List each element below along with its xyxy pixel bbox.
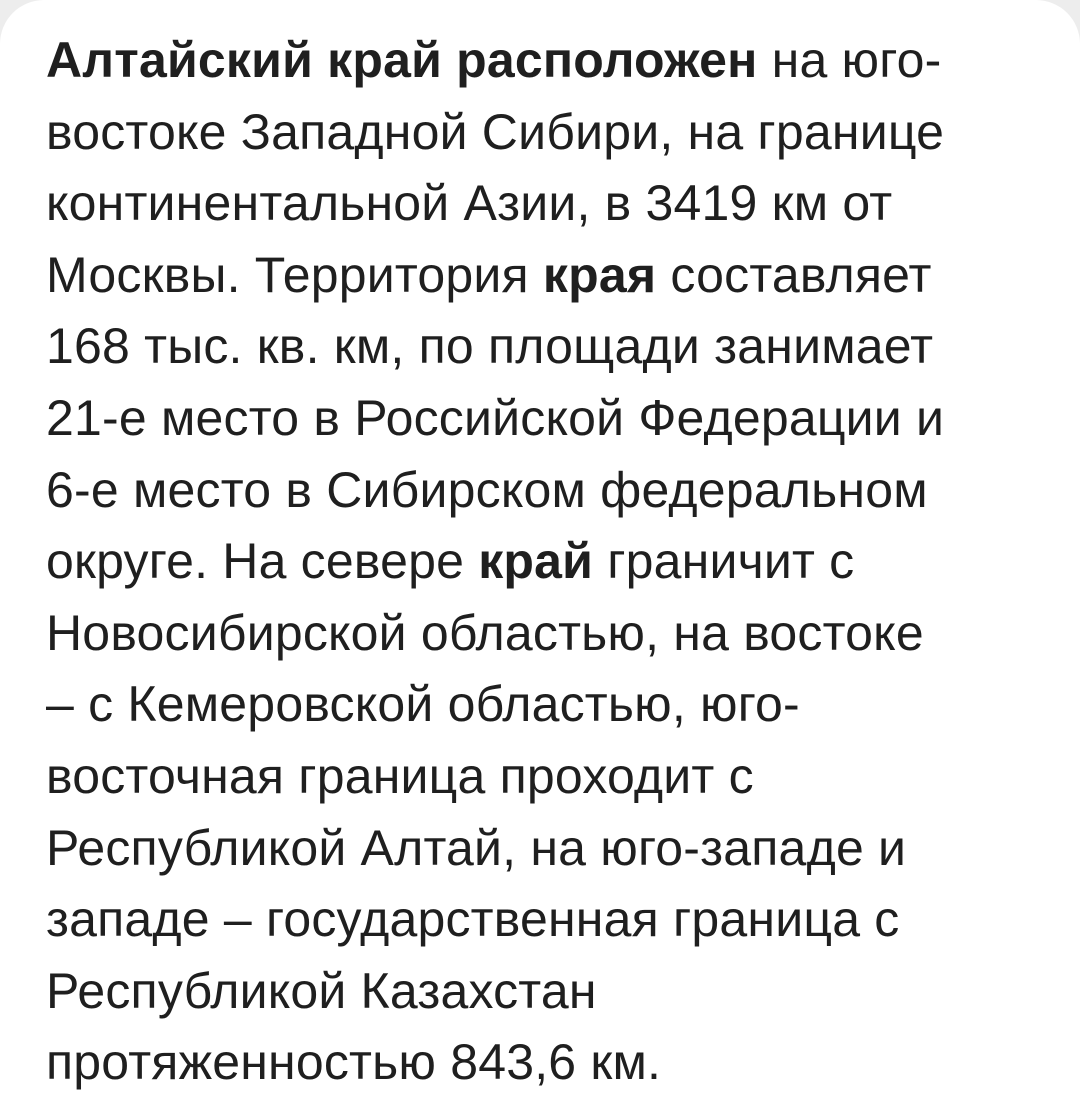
text-segment: Республикой Алтай, на юго-западе и xyxy=(46,819,907,876)
text-segment: граничит с xyxy=(593,533,855,590)
text-line xyxy=(46,598,1040,670)
text-segment-bold: края xyxy=(542,246,657,303)
text-segment: округе. На севере xyxy=(46,533,479,590)
text-line xyxy=(46,311,1040,383)
text-segment: на юго- xyxy=(757,32,942,88)
text-line xyxy=(46,526,1040,598)
text-segment-bold: край xyxy=(478,533,594,590)
text-line xyxy=(46,455,1040,527)
text-segment: Республикой Казахстан xyxy=(46,962,597,1019)
text-line xyxy=(46,97,1040,169)
text-segment: восточная граница проходит с xyxy=(46,747,754,804)
text-line xyxy=(46,884,1040,956)
text-line xyxy=(46,741,1040,813)
text-segment: составляет xyxy=(656,246,932,303)
text-line xyxy=(46,1027,1040,1099)
text-segment: 168 тыс. кв. км, по площади занимает xyxy=(46,318,934,375)
text-segment-bold: Алтайский край расположен xyxy=(46,32,758,88)
text-line xyxy=(46,383,1040,455)
text-segment: 6-е место в Сибирском федеральном xyxy=(46,461,928,518)
text-line xyxy=(46,25,1040,97)
text-line xyxy=(46,956,1040,1028)
text-segment: 21-е место в Российской Федерации и xyxy=(46,389,945,446)
text-line xyxy=(46,669,1040,741)
text-segment: континентальной Азии, в 3419 км от xyxy=(46,175,893,232)
text-segment: Москвы. Территория xyxy=(46,246,543,303)
text-segment: Новосибирской областью, на востоке xyxy=(46,604,924,661)
text-segment: востоке Западной Сибири, на границе xyxy=(46,103,945,160)
text-segment: протяженностью 843,6 км. xyxy=(46,1034,662,1091)
text-segment: – с Кемеровской областью, юго- xyxy=(46,676,800,733)
text-segment: западе – государственная граница с xyxy=(46,891,900,948)
text-line xyxy=(46,168,1040,240)
text-line xyxy=(46,813,1040,885)
text-line xyxy=(46,240,1040,312)
